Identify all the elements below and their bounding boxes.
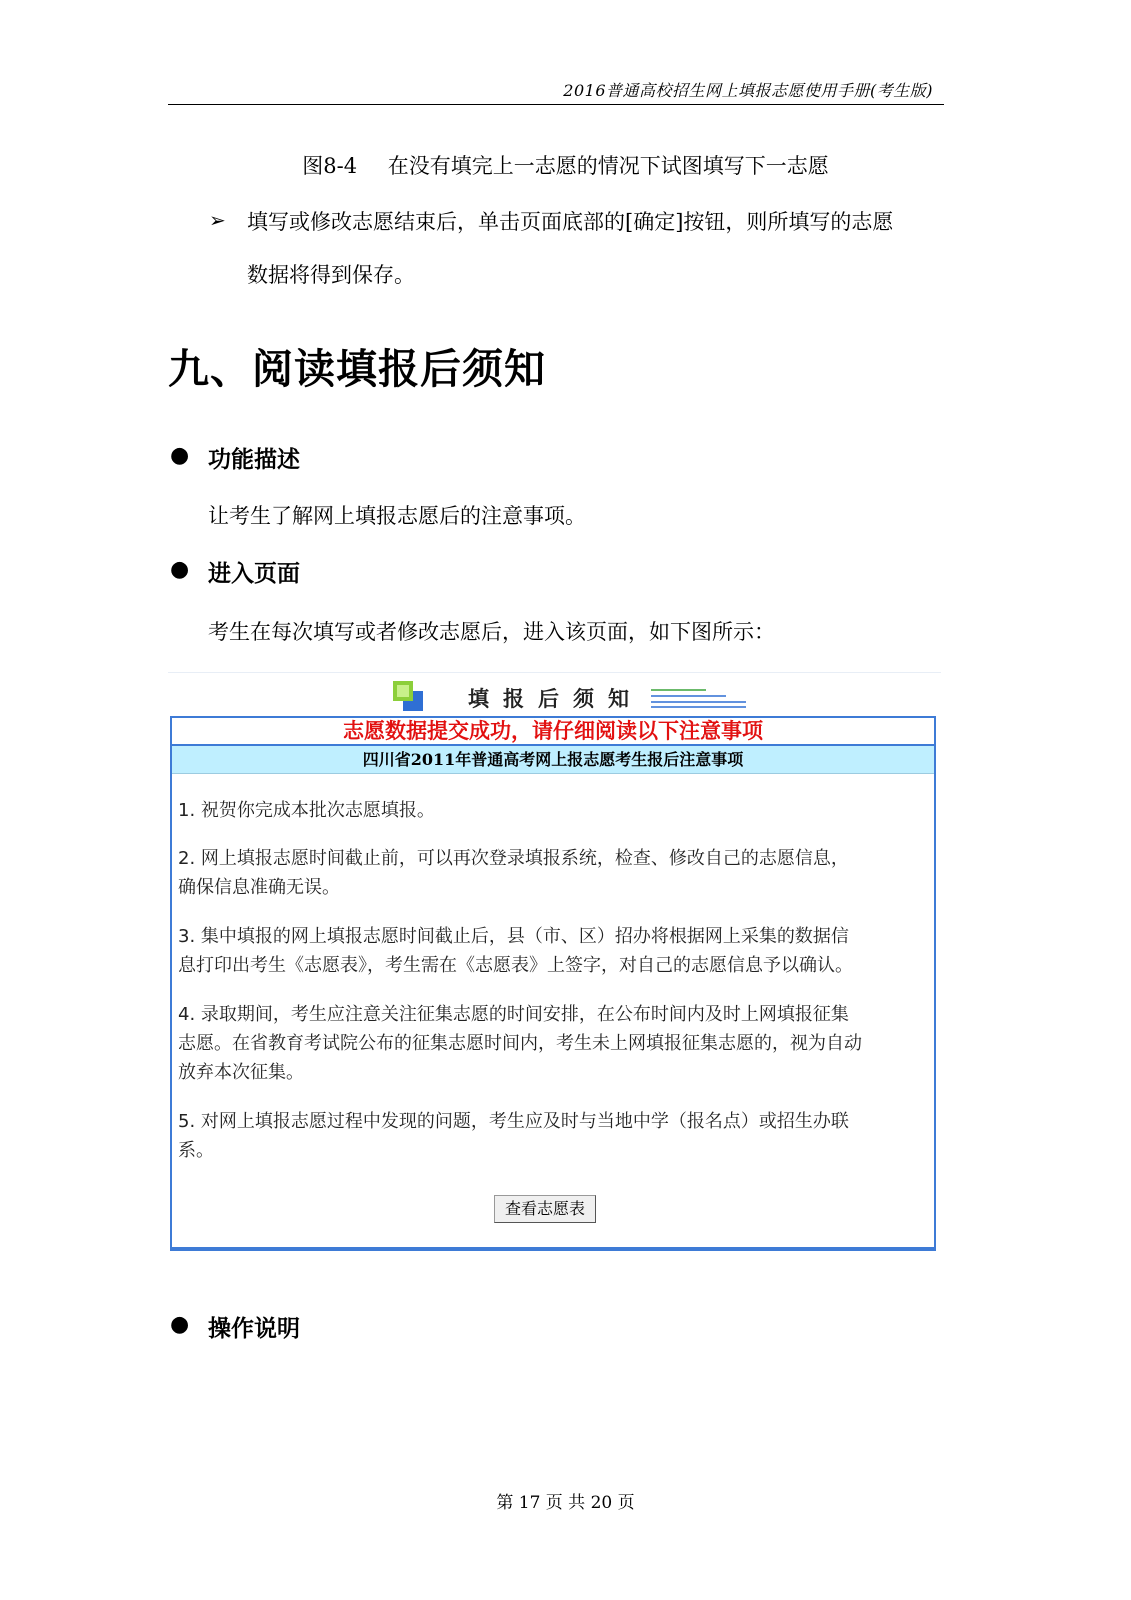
list-item (178, 844, 918, 902)
section-title: 九、阅读填报后须知 (168, 345, 546, 393)
success-notice: 志愿数据提交成功，请仔细阅读以下注意事项 (172, 718, 934, 746)
list-item-line: 5. 对网上填报志愿过程中发现的问题，考生应及时与当地中学（报名点）或招生办联 (178, 1111, 849, 1132)
list-item (178, 1107, 918, 1165)
bullet-dot-icon: ● (170, 1312, 190, 1337)
notice-subtitle: 四川省2011年普通高考网上报志愿考生报后注意事项 (172, 746, 934, 774)
header-rule (168, 104, 944, 105)
list-item (178, 796, 918, 825)
list-item-line: 1. 祝贺你完成本批次志愿填报。 (178, 800, 435, 821)
decorative-lines-icon (651, 687, 746, 709)
function-desc-heading: 功能描述 (208, 446, 300, 473)
list-item-line: 确保信息准确无误。 (178, 877, 340, 898)
figure-caption (0, 150, 1131, 180)
page-footer: 第 17 页 共 20 页 (496, 1493, 635, 1513)
function-desc-text: 让考生了解网上填报志愿后的注意事项。 (208, 504, 586, 528)
list-item-line: 息打印出考生《志愿表》，考生需在《志愿表》上签字，对自己的志愿信息予以确认。 (178, 955, 853, 976)
embedded-screenshot (168, 672, 941, 1257)
list-item-line: 3. 集中填报的网上填报志愿时间截止后，县（市、区）招办将根据网上采集的数据信 (178, 926, 849, 947)
operation-heading: 操作说明 (208, 1315, 300, 1342)
view-volunteer-form-button[interactable]: 查看志愿表 (494, 1195, 596, 1223)
list-item-line: 系。 (178, 1140, 214, 1161)
screenshot-title: 填报后须知 (468, 686, 643, 711)
figure-number: 图8-4 (302, 154, 358, 178)
list-item (178, 1000, 918, 1087)
enter-page-heading: 进入页面 (208, 560, 300, 587)
cube-logo-icon (391, 679, 425, 713)
arrow-paragraph-line2: 数据将得到保存。 (247, 263, 415, 287)
list-item-line: 2. 网上填报志愿时间截止前，可以再次登录填报系统，检查、修改自己的志愿信息， (178, 848, 849, 869)
notice-frame (170, 716, 936, 1251)
enter-page-text: 考生在每次填写或者修改志愿后，进入该页面，如下图所示： (208, 620, 775, 644)
figure-caption-text: 在没有填完上一志愿的情况下试图填写下一志愿 (387, 154, 829, 178)
list-item-line: 志愿。在省教育考试院公布的征集志愿时间内，考生未上网填报征集志愿的，视为自动 (178, 1033, 862, 1054)
list-item-line: 放弃本次征集。 (178, 1062, 304, 1083)
list-item (178, 922, 918, 980)
arrow-bullet-icon: ➢ (209, 208, 226, 232)
screenshot-title-bar (168, 672, 941, 717)
bullet-dot-icon: ● (170, 557, 190, 582)
list-item-line: 4. 录取期间，考生应注意关注征集志愿的时间安排，在公布时间内及时上网填报征集 (178, 1004, 849, 1025)
running-header: 2016普通高校招生网上填报志愿使用手册(考生版) (563, 81, 933, 100)
arrow-paragraph-line1: 填写或修改志愿结束后，单击页面底部的[确定]按钮，则所填写的志愿 (247, 210, 894, 234)
bullet-dot-icon: ● (170, 443, 190, 468)
